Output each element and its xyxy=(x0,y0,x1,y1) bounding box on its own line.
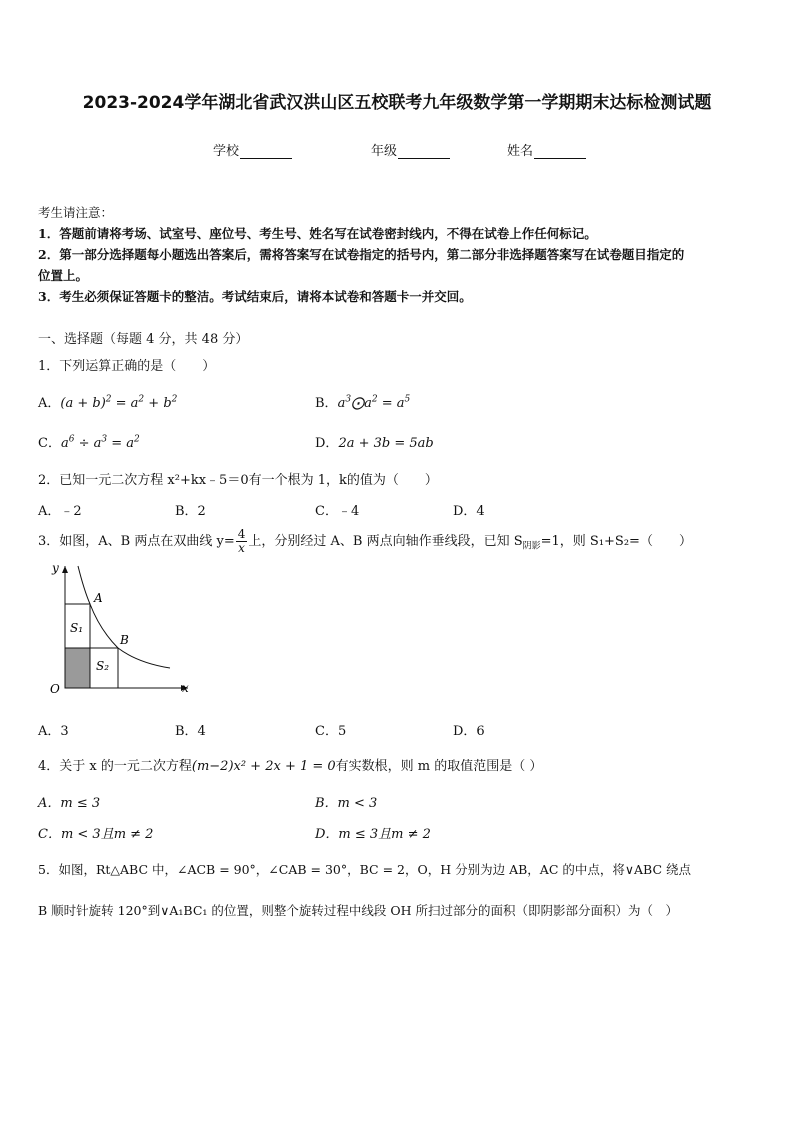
page-title: 2023-2024学年湖北省武汉洪山区五校联考九年级数学第一学期期末达标检测试题 xyxy=(82,93,712,113)
q4-stem xyxy=(38,755,542,774)
q4-stem-post: 有实数根，则 m 的取值范围是（ ） xyxy=(335,759,543,774)
q2-stem: 2．已知一元二次方程 x²+kx﹣5＝0有一个根为 1，k的值为（ ） xyxy=(38,473,438,488)
name-field xyxy=(507,140,586,159)
point-a-label: A xyxy=(94,591,103,605)
section-heading: 一、选择题（每题 4 分，共 48 分） xyxy=(38,332,249,347)
q4-equation: (m−2)x² + 2x + 1 = 0 xyxy=(191,759,336,774)
notice-item-3: 3．考生必须保证答题卡的整洁。考试结束后，请将本试卷和答题卡一并交回。 xyxy=(38,289,472,304)
name-label: 姓名 xyxy=(507,144,534,159)
q3-option-a: A．3 xyxy=(38,724,69,739)
q3-option-c: C．5 xyxy=(315,724,347,739)
grade-label: 年级 xyxy=(371,144,398,159)
q1-option-a: A．$(a + b)^2 = a^2 + b^2$ xyxy=(38,394,178,411)
q4-stem-pre: 4．关于 x 的一元二次方程 xyxy=(38,759,192,774)
q3-stem-pre: 3．如图，A、B 两点在双曲线 y= xyxy=(38,534,235,549)
q3-figure xyxy=(38,560,208,700)
q2-option-c: C．﹣4 xyxy=(315,504,360,519)
s2-label: S₂ xyxy=(96,659,110,673)
x-label: x xyxy=(182,681,189,695)
q1-d-expr: 2a + 3b = 5ab xyxy=(338,436,434,451)
y-label: y xyxy=(52,561,59,575)
grade-blank xyxy=(398,144,450,159)
q4-option-c: C．m < 3且m ≠ 2 xyxy=(38,827,154,842)
q3-frac-den: x xyxy=(238,541,245,555)
q1-d-label: D． xyxy=(315,436,339,451)
notice-heading: 考生请注意： xyxy=(38,205,114,220)
point-b-label: B xyxy=(120,633,129,647)
school-blank xyxy=(240,144,292,159)
q1-option-d xyxy=(315,432,434,451)
q1-option-c: C．$a^6 \div a^3 = a^2$ xyxy=(38,434,140,451)
q1-stem: 1．下列运算正确的是（ ） xyxy=(38,359,216,374)
origin-label: O xyxy=(50,682,60,696)
q3-frac-num: 4 xyxy=(237,527,246,541)
q1-a-label: A． xyxy=(38,396,61,411)
shaded-region xyxy=(65,648,90,688)
name-blank xyxy=(534,144,586,159)
notice-item-2-cont: 位置上。 xyxy=(38,268,89,283)
q3-stem xyxy=(38,528,692,555)
notice-item-1: 1．答题前请将考场、试室号、座位号、考生号、姓名写在试卷密封线内，不得在试卷上作任何标记。 xyxy=(38,226,597,241)
q1-c-label: C． xyxy=(38,436,61,451)
q4-option-d: D．m ≤ 3且m ≠ 2 xyxy=(315,827,431,842)
q3-stem-post: 上，分别经过 A、B 两点向轴作垂线段，已知 S xyxy=(248,534,523,549)
q3-option-d: D．6 xyxy=(453,724,485,739)
q3-sub-shade: 阴影 xyxy=(522,541,541,552)
q2-option-a: A．﹣2 xyxy=(38,504,82,519)
q5-line-2: B 顺时针旋转 120°到∨A₁BC₁ 的位置，则整个旋转过程中线段 OH 所扫过部分的面积（即阴影部分面积）为（ ） xyxy=(38,903,678,918)
notice-item-2: 2．第一部分选择题每小题选出答案后，需将答案写在试卷指定的括号内，第二部分非选择题答案写在试卷题目指定的 xyxy=(38,247,685,262)
q2-option-d: D．4 xyxy=(453,504,485,519)
s1-label: S₁ xyxy=(70,621,84,635)
school-field xyxy=(213,140,292,159)
q1-b-label: B． xyxy=(315,396,338,411)
q3-option-b: B．4 xyxy=(175,724,206,739)
hyperbola-curve xyxy=(78,566,170,668)
q4-option-b: B．m < 3 xyxy=(315,796,378,811)
school-label: 学校 xyxy=(213,144,240,159)
q3-fraction xyxy=(236,528,248,555)
q1-option-b: B．$a^3⨀a^2 = a^5$ xyxy=(315,394,411,411)
y-axis-arrow xyxy=(62,566,68,573)
q4-option-a: A．m ≤ 3 xyxy=(38,796,101,811)
q3-stem-tail: =1，则 S₁+S₂=（ ） xyxy=(540,534,692,549)
q5-line-1: 5．如图，Rt△ABC 中，∠ACB = 90°，∠CAB = 30°，BC = 2，O，H 分别为边 AB，AC 的中点，将∨ABC 绕点 xyxy=(38,862,691,877)
grade-field xyxy=(371,140,450,159)
q2-option-b: B．2 xyxy=(175,504,206,519)
